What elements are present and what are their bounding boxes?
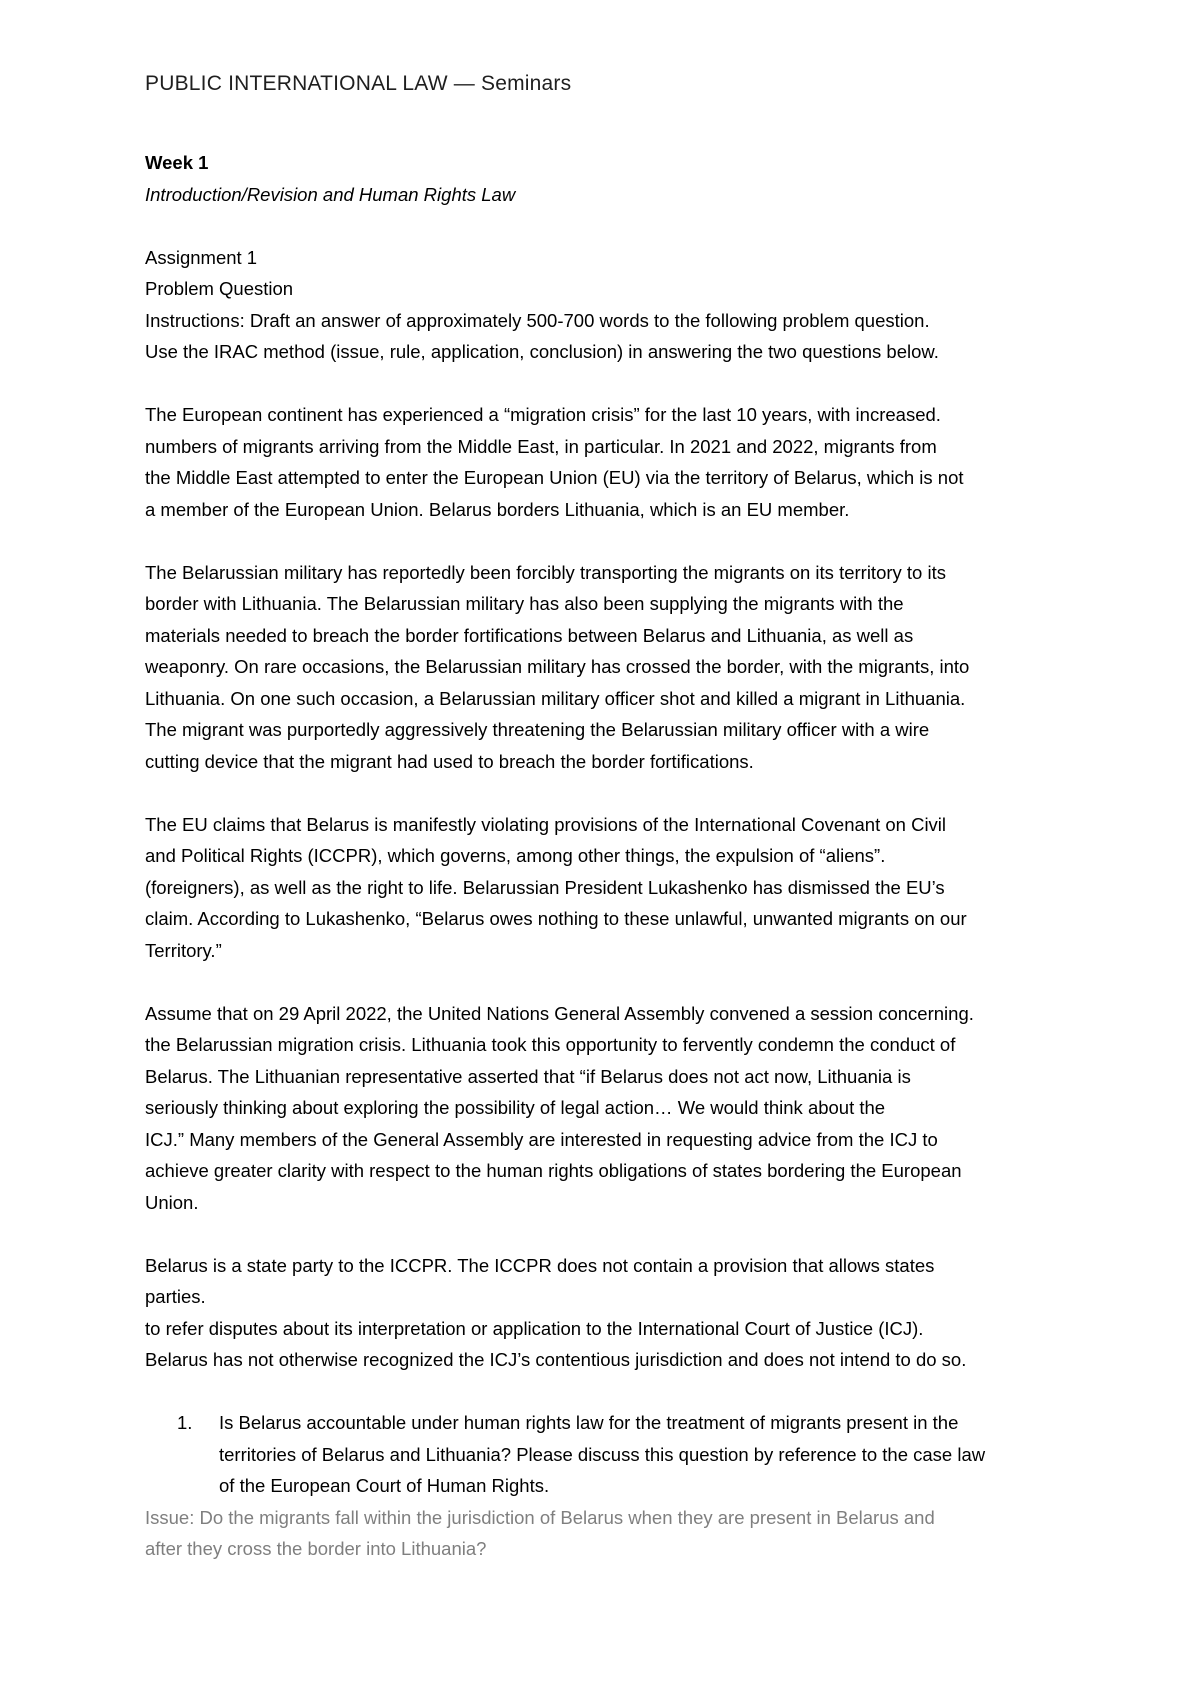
assignment-type: Problem Question — [145, 278, 294, 299]
question-item — [145, 1407, 1085, 1502]
text-line: border with Lithuania. The Belarussian military has also been supplying the migrants with the — [145, 593, 904, 614]
spacer — [145, 368, 1085, 400]
text-line: Belarus has not otherwise recognized the ICJ’s contentious jurisdiction and does not intend to do so. — [145, 1349, 967, 1370]
text-line: Union. — [145, 1191, 199, 1213]
text-line: Belarus. The Lithuanian representative asserted that “if Belarus does not act now, Lithuania is — [145, 1065, 911, 1087]
week-topic: Introduction/Revision and Human Rights Law — [145, 183, 516, 205]
text-line: the Belarussian migration crisis. Lithuania took this opportunity to fervently condemn the conduct of — [145, 1034, 956, 1055]
paragraph-general-assembly — [145, 998, 1085, 1219]
text-line: numbers of migrants arriving from the Middle East, in particular. In 2021 and 2022, migrants from — [145, 435, 937, 457]
text-line: achieve greater clarity with respect to the human rights obligations of states bordering the European — [145, 1160, 962, 1181]
instructions-line: Use the IRAC method (issue, rule, application, conclusion) in answering the two questions below. — [145, 341, 939, 362]
text-line: Territory.” — [145, 939, 222, 961]
text-line: to refer disputes about its interpretation or application to the International Court of Justice (ICJ). — [145, 1317, 924, 1339]
text-line: weaponry. On rare occasions, the Belarussian military has crossed the border, with the migrants, into — [145, 656, 970, 677]
text-line: ICJ.” Many members of the General Assembly are interested in requesting advice from the ICJ to — [145, 1128, 938, 1150]
document-body — [145, 147, 1085, 1565]
text-line: Is Belarus accountable under human rights law for the treatment of migrants present in the — [219, 1412, 959, 1433]
spacer — [145, 1376, 1085, 1408]
text-line: the Middle East attempted to enter the European Union (EU) via the territory of Belarus, which is not — [145, 467, 964, 488]
instructions-line: Instructions: Draft an answer of approximately 500-700 words to the following problem question. — [145, 309, 930, 331]
text-line: of the European Court of Human Rights. — [219, 1475, 550, 1496]
text-line: and Political Rights (ICCPR), which governs, among other things, the expulsion of “aliens”. — [145, 845, 886, 866]
text-line: Belarus is a state party to the ICCPR. The ICCPR does not contain a provision that allows states — [145, 1254, 935, 1276]
text-line: Assume that on 29 April 2022, the United Nations General Assembly convened a session concerning. — [145, 1002, 974, 1024]
text-line: The EU claims that Belarus is manifestly violating provisions of the International Covenant on Civil — [145, 813, 947, 835]
paragraph-belarussian-military — [145, 557, 1085, 778]
text-line: territories of Belarus and Lithuania? Please discuss this question by reference to the case law — [219, 1443, 986, 1465]
paragraph-iccpr-party — [145, 1250, 1085, 1376]
week-heading: Week 1 — [145, 152, 209, 173]
spacer — [145, 777, 1085, 809]
spacer — [145, 1218, 1085, 1250]
text-line: cutting device that the migrant had used to breach the border fortifications. — [145, 750, 754, 772]
question-number: 1. — [177, 1412, 193, 1433]
spacer — [145, 966, 1085, 998]
issue-statement — [145, 1502, 1085, 1565]
text-line: a member of the European Union. Belarus borders Lithuania, which is an EU member. — [145, 498, 850, 520]
text-line: after they cross the border into Lithuania? — [145, 1538, 487, 1559]
text-line: Issue: Do the migrants fall within the jurisdiction of Belarus when they are present in Belarus and — [145, 1506, 935, 1528]
assignment-label: Assignment 1 — [145, 246, 258, 268]
text-line: (foreigners), as well as the right to life. Belarussian President Lukashenko has dismissed the EU’s — [145, 876, 945, 898]
spacer — [145, 210, 1085, 242]
text-line: claim. According to Lukashenko, “Belarus owes nothing to these unlawful, unwanted migrants on our — [145, 908, 967, 929]
spacer — [145, 525, 1085, 557]
text-line: parties. — [145, 1286, 206, 1307]
text-line: Lithuania. On one such occasion, a Belarussian military officer shot and killed a migrant in Lithuania. — [145, 687, 966, 709]
text-line: The migrant was purportedly aggressively threatening the Belarussian military officer with a wire — [145, 719, 930, 740]
paragraph-eu-claims — [145, 809, 1085, 967]
paragraph-migration-crisis — [145, 399, 1085, 525]
page-header: PUBLIC INTERNATIONAL LAW — Seminars — [145, 72, 572, 95]
text-line: materials needed to breach the border fortifications between Belarus and Lithuania, as well as — [145, 624, 914, 646]
text-line: The European continent has experienced a “migration crisis” for the last 10 years, with increased. — [145, 404, 941, 425]
text-line: The Belarussian military has reportedly been forcibly transporting the migrants on its territory to its — [145, 561, 946, 583]
text-line: seriously thinking about exploring the possibility of legal action… We would think about the — [145, 1097, 886, 1118]
